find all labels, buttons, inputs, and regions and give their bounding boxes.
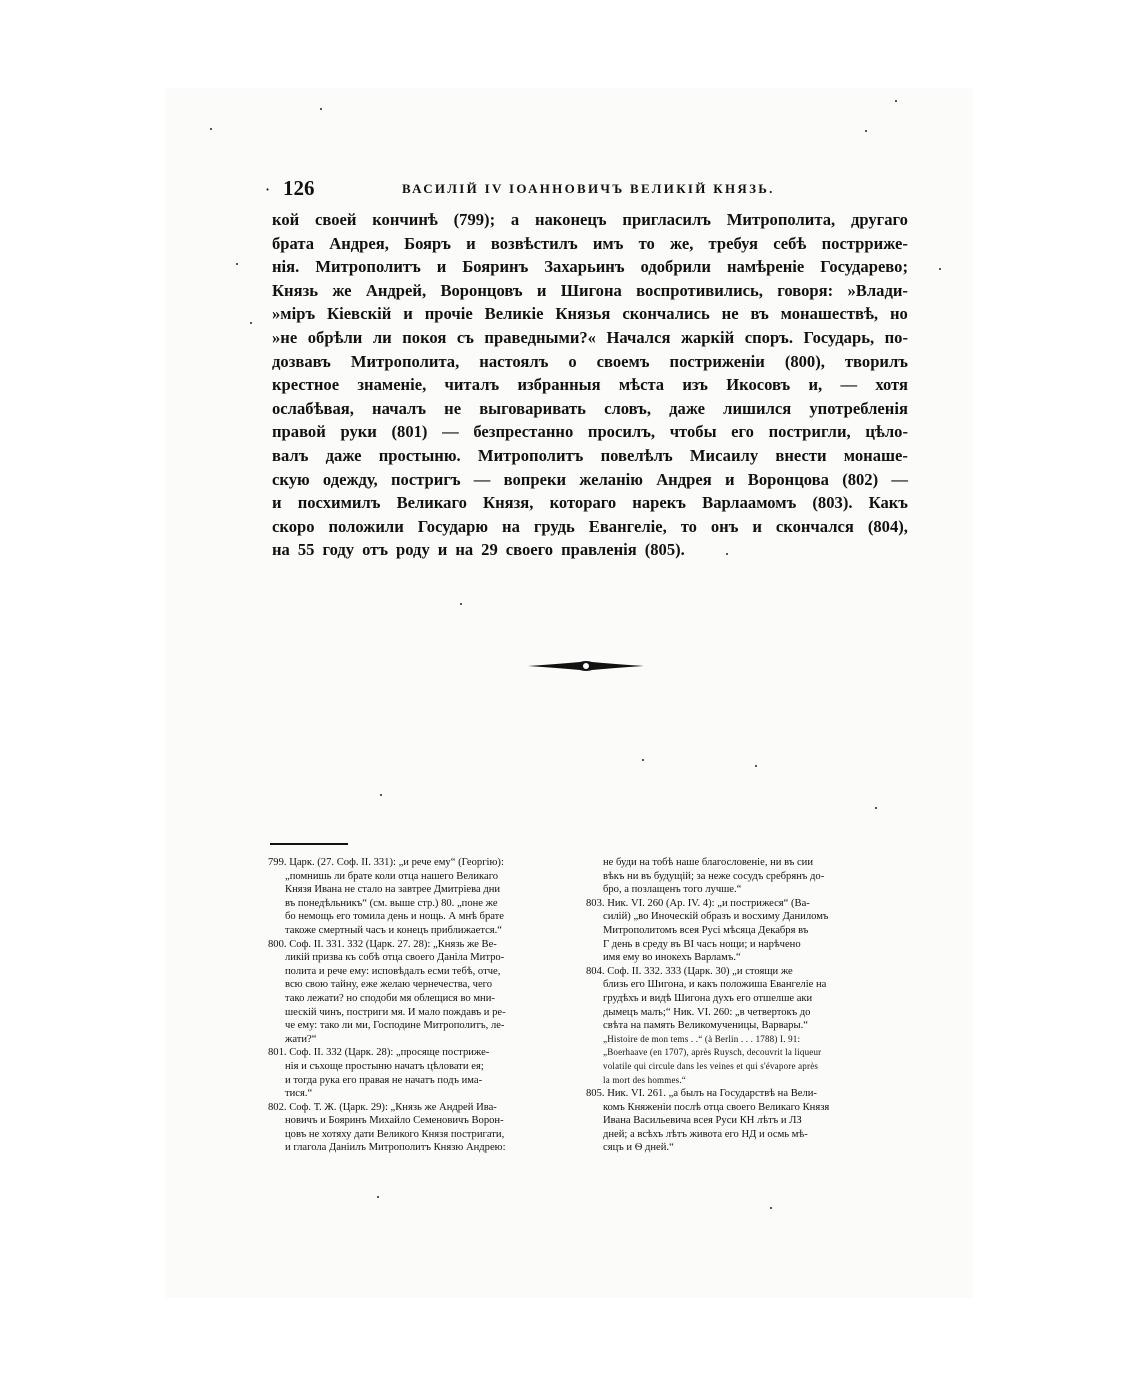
footnote-line: шескій чинъ, постриги мя. И мало пождавъ и ре- [285,1006,506,1018]
footnote-line: близь его Шигона, и какъ положиша Евангеліе на [603,979,827,991]
footnote-line: новичъ и Бояринъ Михайло Семеновичъ Ворон- [285,1115,504,1127]
footnote-line: комъ Княженіи послѣ отца своего Великаго Князя [603,1101,830,1113]
text-line: »міръ Кіевскій и прочіе Великіе Князья скончались не въ монашествѣ, но [272,304,908,324]
footnote-line: и тогда рука его правая не начатъ подъ има- [285,1074,483,1086]
ornament-divider-icon [528,658,644,674]
scan-speck [875,807,877,809]
footnote-line: цовъ не хотяху дати Великого Князя постригати, [285,1128,505,1140]
footnote-line: жати?“ [285,1033,317,1045]
text-line: брата Андрея, Бояръ и возвѣстилъ имъ то же, требуя себѣ пострриже- [272,233,908,253]
footnote-line: тако лежати? но сподоби мя облещися во мни- [285,992,495,1004]
footnote-line: 801. Соф. II. 332 (Царк. 28): „просяще постриже- [268,1047,490,1059]
footnote-rule [270,843,348,845]
text-line: кой своей кончинѣ (799); а наконецъ пригласилъ Митрополита, другаго [272,210,908,229]
footnote-line: силій) „во Иноческій образъ и восхиму Даниломъ [603,911,829,923]
footnote-line: имя ему во инокехъ Варламъ.“ [603,952,741,964]
scan-speck [770,1207,772,1209]
text-line: ослабѣвая, началъ не выговаривать словъ, даже лишился употребленія [272,398,908,418]
footnotes-right-column [586,856,904,1155]
footnote-line: 803. Ник. VI. 260 (Ар. IV. 4): „и пострижеся“ (Ва- [586,897,810,909]
footnote-line: Г день в среду въ ВІ часъ нощи; и нарѣчено [603,938,801,950]
footnote-line: „Boerhaave (en 1707), après Ruysch, decouvrit la liqueur [603,1047,822,1058]
footnote-line: вѣкъ ни въ будущій; за неже сосудъ сребрянъ до- [603,870,825,882]
text-line: и посхимилъ Великаго Князя, котораго нарекъ Варлаамомъ (803). Какъ [272,493,908,513]
footnote-line: бро, а позлащенъ того лучше.“ [603,884,742,896]
footnote-line: Митрополитомъ всея Русі мѣсяца Декабря въ [603,924,809,936]
footnotes-left-column [268,856,586,1155]
footnote-line: 805. Ник. VI. 261. „а былъ на Государствѣ на Вели- [586,1088,817,1100]
scan-speck [865,130,867,132]
footnote-line: бо немощь его томила день и нощь. А мнѣ брате [285,911,504,923]
footnote-line: всю свою тайну, еже желаю чернечества, чего [285,979,493,991]
footnote-line: нія и съхоще простыню начатъ цѣловати ея; [285,1060,484,1072]
footnote-line: и глагола Даніилъ Митрополитъ Князю Андрею: [285,1142,506,1154]
scan-speck [895,100,897,102]
footnote-line: „Histoire de mon tems . .“ (à Berlin . . . 1788) I. 91: [603,1033,801,1044]
scan-speck [380,794,382,796]
footnote-line: дымецъ малъ;“ Ник. VI. 260: „в четвертокъ до [603,1006,811,1018]
scan-speck [642,759,644,761]
footnote-line: свѣта на память Великомученицы, Варвары.“ [603,1020,808,1032]
footnote-line: не буди на тобѣ наше благословеніе, ни въ сии [603,857,814,868]
text-line: скоро положили Государю на грудь Евангеліе, то онъ и скончался (804), [272,516,908,536]
running-head: ВАСИЛІЙ IV ІОАННОВИЧЪ ВЕЛИКІЙ КНЯЗЬ. [402,181,775,196]
text-line: на 55 году отъ роду и на 29 своего правленія (805). [272,540,685,560]
text-line: нія. Митрополитъ и Бояринъ Захарьинъ одобрили намѣреніе Государево; [272,257,908,277]
footnote-line: въ понедѣльникъ“ (см. выше стр.) 80. „поне же [285,897,498,909]
text-line: дозвавъ Митрополита, настоялъ о своемъ постриженіи (800), творилъ [272,351,908,371]
footnote-line: „помнишь ли брате коли отца нашего Великаго [285,870,499,882]
footnote-line: сяцъ и Ѳ дней.“ [603,1142,674,1154]
footnote-line: грудѣхъ и видѣ Шигона духъ его отшелше аки [603,992,813,1004]
footnote-line: ликій призва къ собѣ отца своего Даніла Митро- [285,952,505,964]
footnote-line: la mort des hommes.“ [603,1074,686,1085]
scan-speck [726,553,728,555]
scan-speck [939,268,941,270]
footnote-line: 804. Соф. II. 332. 333 (Царк. 30) „и стоящи же [586,965,793,977]
scan-speck [377,1196,379,1198]
footnote-line: volatile qui circule dans les veines et qui s'évapore après [603,1060,819,1071]
footnote-line: полита и рече ему: исповѣдалъ есми тебѣ, отче, [285,965,501,977]
footnote-line: че ему: тако ли ми, Господине Митрополитъ, ле- [285,1020,505,1032]
scan-speck [236,263,238,265]
footnote-line: тися.“ [285,1088,313,1100]
text-line: »не обрѣли ли покоя съ праведными?« Начался жаркій споръ. Государь, по- [272,327,908,347]
footnote-line: такоже смертный часъ и конецъ приближается.“ [285,924,503,936]
page-number: 126 [283,176,315,200]
text-line: правой руки (801) — безпрестанно просилъ, чтобы его постригли, цѣло- [272,422,908,442]
scan-speck [320,108,322,110]
text-line: скую одежду, постригъ — вопреки желанію Андрея и Воронцова (802) — [272,469,908,489]
scan-speck [210,128,212,130]
scan-speck [250,322,252,324]
scan-speck [460,603,462,605]
footnote-line: 800. Соф. II. 331. 332 (Царк. 27. 28): „Князь же Ве- [268,938,497,950]
footnote-line: 802. Соф. Т. Ж. (Царк. 29): „Князь же Андрей Ива- [268,1101,497,1113]
main-text-block [272,208,908,562]
text-line: крестное знаменіе, читалъ избранныя мѣста изъ Икосовъ и, — хотя [272,375,908,395]
margin-mark: · [265,180,271,199]
footnotes [268,856,904,1186]
footnote-line: Ивана Васильевича всея Руси КН лѣтъ и ЛЗ [603,1115,802,1127]
footnote-line: 799. Царк. (27. Соф. II. 331): „и рече ему“ (Георгію): [268,857,504,868]
page-header [265,176,810,206]
footnote-line: Князя Ивана не стало на завтрее Дмитріева дни [285,884,501,896]
text-line: валъ даже простыню. Митрополитъ повелѣлъ Мисаилу внести монаше- [272,445,908,465]
scan-speck [755,765,757,767]
footnote-line: дней; а всѣхъ лѣтъ живота его НД и осмь мѣ- [603,1128,808,1140]
text-line: Князь же Андрей, Воронцовъ и Шигона воспротивились, говоря: »Влади- [272,280,908,300]
